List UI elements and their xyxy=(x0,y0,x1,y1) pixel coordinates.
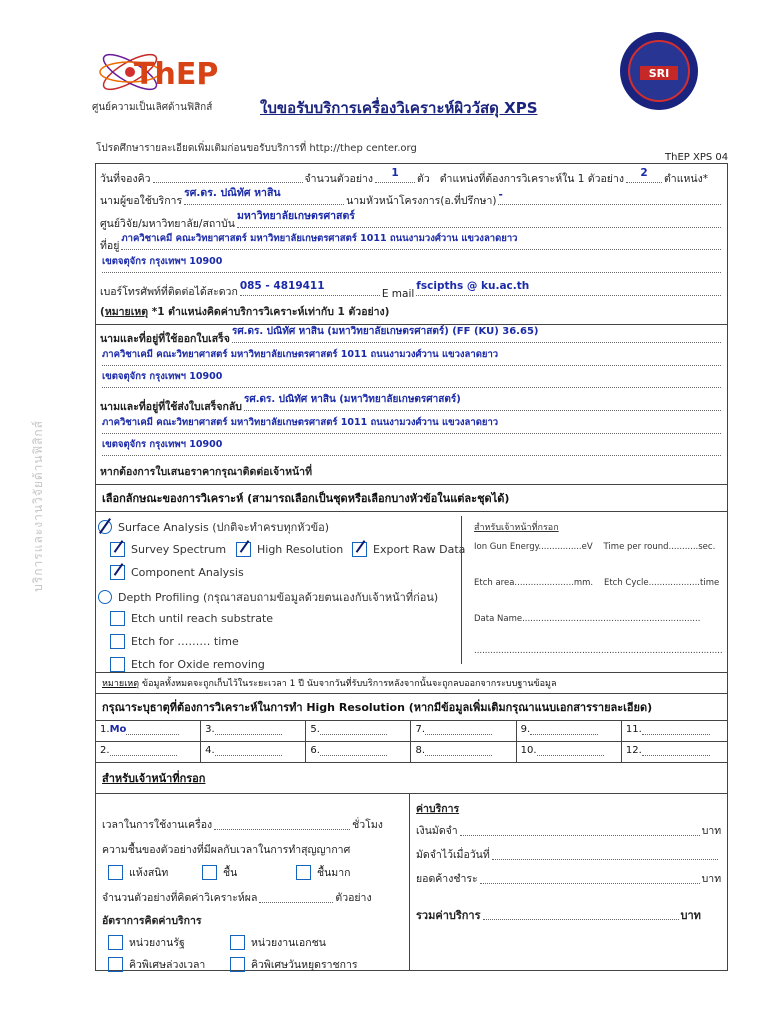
hours-unit: ชั่วโมง xyxy=(352,819,383,832)
cell-number: 3 xyxy=(205,724,212,736)
cell-number: 4 xyxy=(205,745,212,757)
user-row xyxy=(96,187,727,210)
balance-label: ยอดค้างชำระ xyxy=(416,873,478,886)
etch-oxide-label: Etch for Oxide removing xyxy=(131,658,265,672)
send-row-2 xyxy=(96,415,727,438)
data-name-row: Data Name.................................................................. xyxy=(474,614,701,625)
elements-section xyxy=(96,694,727,763)
element-cell-10[interactable]: 10. xyxy=(517,741,622,762)
etch-cycle-label: Etch Cycle xyxy=(603,578,649,589)
staff-only-heading: สำหรับเจ้าหน้าที่กรอก xyxy=(96,763,727,794)
export-checkbox[interactable] xyxy=(352,542,367,557)
receipt-name-value[interactable]: รศ.ดร. ปณิทัศ หาสิน (มหาวิทยาลัยเกษตรศาสตร์) (FF (KU) 36.65) xyxy=(231,326,539,338)
balance-row xyxy=(416,870,721,887)
send-name-value[interactable]: รศ.ดร. ปณิทัศ หาสิน (มหาวิทยาลัยเกษตรศาสตร์) xyxy=(243,393,461,405)
private-option[interactable] xyxy=(230,934,326,951)
wet-option[interactable] xyxy=(202,864,237,881)
booking-date-label: วันที่จองคิว xyxy=(100,172,151,185)
deposit-label: เงินมัดจำ xyxy=(416,825,458,838)
retention-notice xyxy=(96,673,727,694)
very-wet-option[interactable] xyxy=(296,864,350,881)
total-field[interactable] xyxy=(483,910,679,920)
send-row-3 xyxy=(96,438,727,461)
etch-substrate-option[interactable] xyxy=(110,611,273,626)
export-option[interactable] xyxy=(352,542,465,557)
side-watermark-text: บริการและงานวิจัยด้านฟิสิกส์ xyxy=(31,420,45,592)
dry-option[interactable] xyxy=(108,864,168,881)
total-row xyxy=(416,906,701,924)
depth-label: Depth Profiling (กรุณาสอบถามข้อมูลด้วยตนเองกับเจ้าหน้าที่ก่อน) xyxy=(118,591,439,605)
address-label: ที่อยู่ xyxy=(100,240,120,253)
analysis-heading: เลือกลักษณะของการวิเคราะห์ (สามารถเลือกเป็นชุดหรือเลือกบางหัวข้อในแต่ละชุดได้) xyxy=(96,485,727,512)
element-cell-11[interactable]: 11. xyxy=(622,720,727,741)
usage-time-field[interactable] xyxy=(214,820,350,830)
element-cell-3[interactable]: 3. xyxy=(201,720,306,741)
etch-for-checkbox[interactable] xyxy=(110,634,125,649)
phone-label: เบอร์โทรศัพท์ที่ติดต่อได้สะดวก xyxy=(100,285,238,298)
booking-date-field[interactable] xyxy=(153,182,303,183)
fees-heading: ค่าบริการ xyxy=(416,803,460,816)
sample-unit: ตัว xyxy=(417,172,430,185)
etch-for-option[interactable] xyxy=(110,634,239,649)
etch-oxide-checkbox[interactable] xyxy=(110,657,125,672)
time-unit: time xyxy=(700,578,720,589)
sec-unit: sec. xyxy=(698,542,716,553)
send-row xyxy=(96,392,727,415)
gov-label: หน่วยงานรัฐ xyxy=(129,937,185,950)
thep-logo xyxy=(92,32,222,102)
etch-for-label: Etch for ……… time xyxy=(131,635,239,649)
address-row xyxy=(96,232,727,255)
receipt-label: นามและที่อยู่ที่ใช้ออกใบเสร็จ xyxy=(100,333,230,346)
phone-value[interactable]: 085 - 4819411 xyxy=(239,279,325,292)
applicant-note-label: หมายเหตุ xyxy=(104,305,149,318)
element-cell-12[interactable]: 12. xyxy=(622,741,727,762)
component-label: Component Analysis xyxy=(131,566,244,580)
ion-gun-row: Ion Gun Energy................eV Time per round...........sec. xyxy=(474,542,716,553)
cell-number: 6 xyxy=(310,745,317,757)
retention-text: ข้อมูลทั้งหมดจะถูกเก็บไว้ในระยะเวลา 1 ปี นับจากวันที่รับบริการหลังจากนั้นจะถูกลบออกจากระบบฐานข้อมูล xyxy=(141,679,557,690)
gov-checkbox[interactable] xyxy=(108,935,123,950)
wet-checkbox[interactable] xyxy=(202,865,217,880)
component-checkbox[interactable] xyxy=(110,565,125,580)
survey-label: Survey Spectrum xyxy=(131,543,227,557)
logo-subtitle: ศูนย์ความเป็นเลิศด้านฟิสิกส์ xyxy=(92,102,213,113)
survey-checkbox[interactable] xyxy=(110,542,125,557)
institute-seal xyxy=(618,30,700,112)
booking-row xyxy=(96,164,727,187)
dry-label: แห้งสนิท xyxy=(129,867,169,880)
dry-checkbox[interactable] xyxy=(108,865,123,880)
receipt-line2-value[interactable]: ภาควิชาเคมี คณะวิทยาศาสตร์ มหาวิทยาลัยเกษตรศาสตร์ 1011 ถนนงามวงศ์วาน แขวงลาดยาว xyxy=(102,348,499,360)
element-cell-4[interactable]: 4. xyxy=(201,741,306,762)
deposit-baht: บาท xyxy=(701,825,722,838)
cell-number: 8 xyxy=(415,745,422,757)
applicant-note-row: (หมายเหตุ *1 ตำแหน่งคิดค่าบริการวิเคราะห์เท่ากับ 1 ตัวอย่าง) xyxy=(100,305,390,318)
send-line2-value[interactable]: ภาควิชาเคมี คณะวิทยาศาสตร์ มหาวิทยาลัยเกษตรศาสตร์ 1011 ถนนงามวงศ์วาน แขวงลาดยาว xyxy=(102,416,499,428)
etch-oxide-option[interactable] xyxy=(110,657,265,672)
side-watermark xyxy=(28,420,60,620)
surface-label: Surface Analysis (ปกติจะทำครบทุกหัวข้อ) xyxy=(118,521,330,535)
element-cell-8[interactable]: 8. xyxy=(411,741,516,762)
institute-label: ศูนย์วิจัย/มหาวิทยาลัย/สถาบัน xyxy=(100,217,235,230)
gov-option[interactable] xyxy=(108,934,185,951)
element-cell-2[interactable]: 2. xyxy=(96,741,201,762)
institute-row xyxy=(96,209,727,232)
staff-usage-panel xyxy=(96,794,410,970)
send-line3-value[interactable]: เขตจตุจักร กรุงเทพฯ 10900 xyxy=(102,439,223,451)
etch-area-row: Etch area......................mm. Etch Cycle...................time xyxy=(474,578,720,589)
staff-box xyxy=(461,516,727,664)
user-label: นามผู้ขอใช้บริการ xyxy=(100,195,183,208)
overtime-option[interactable] xyxy=(108,956,205,973)
usage-time-label: เวลาในการใช้งานเครื่อง xyxy=(102,819,213,832)
seal-text: SRI xyxy=(648,67,670,80)
component-option[interactable] xyxy=(110,565,244,580)
time-round-label: Time per round xyxy=(603,542,669,553)
deposit-date-row xyxy=(416,846,720,863)
holiday-label: คิวพิเศษวันหยุดราชการ xyxy=(251,959,358,972)
user-name-value[interactable]: รศ.ดร. ปณิทัศ หาสิน xyxy=(184,187,281,200)
survey-option[interactable] xyxy=(110,542,226,557)
positions-value[interactable]: 2 xyxy=(640,166,648,179)
cell-number: 1 xyxy=(100,724,107,736)
receipt-row xyxy=(96,325,727,348)
high-res-label: High Resolution xyxy=(257,543,344,557)
receipt-row-2 xyxy=(96,347,727,370)
usage-time-row xyxy=(102,816,383,833)
staff-box-heading: สำหรับเจ้าหน้าที่กรอก xyxy=(474,523,559,534)
depth-radio[interactable] xyxy=(98,590,112,604)
ion-energy-label: Ion Gun Energy xyxy=(474,542,539,553)
quote-note: หากต้องการใบเสนอราคากรุณาติดต่อเจ้าหน้าที่ xyxy=(100,466,312,479)
address-line2-value[interactable]: เขตจตุจักร กรุงเทพฯ 10900 xyxy=(102,255,223,267)
form-code: ThEP XPS 04 xyxy=(665,152,729,163)
elements-heading: กรุณาระบุธาตุที่ต้องการวิเคราะห์ในการทำ High Resolution (หากมีข้อมูลเพิ่มเติมกรุณาแนบเอกสารรายละเอียด) xyxy=(102,701,653,715)
cell-number: 2 xyxy=(100,745,107,757)
total-label: รวมค่าบริการ xyxy=(416,909,481,923)
export-label: Export Raw Data xyxy=(373,543,466,557)
pi-value[interactable]: - xyxy=(498,189,503,202)
cell-number: 7 xyxy=(415,724,422,736)
wet-label: ชื้น xyxy=(223,867,238,880)
address-row-2 xyxy=(96,254,727,277)
data-name-label: Data Name xyxy=(474,614,523,625)
deposit-date-field[interactable] xyxy=(492,850,718,860)
staff-blank-line: ............................................................................................ xyxy=(474,646,723,657)
cell-number: 10 xyxy=(520,745,534,757)
deposit-field[interactable] xyxy=(460,826,700,836)
info-note: โปรดศึกษารายละเอียดเพิ่มเติมก่อนขอรับบริการที่ http://thep center.org xyxy=(96,143,417,154)
logo-wordmark: ThEP xyxy=(134,57,219,92)
institute-value[interactable]: มหาวิทยาลัยเกษตรศาสตร์ xyxy=(236,209,355,222)
surface-option[interactable] xyxy=(98,518,329,536)
overtime-checkbox[interactable] xyxy=(108,957,123,972)
address-line1-value[interactable]: ภาควิชาเคมี คณะวิทยาศาสตร์ มหาวิทยาลัยเกษตรศาสตร์ 1011 ถนนงามวงศ์วาน แขวงลาดยาว xyxy=(121,233,518,245)
holiday-option[interactable] xyxy=(230,956,358,973)
cell-number: 12 xyxy=(625,745,639,757)
pi-label: นามหัวหน้าโครงการ(อ.ที่ปรึกษา) xyxy=(346,195,497,208)
cell-number: 5 xyxy=(310,724,317,736)
balance-baht: บาท xyxy=(701,873,722,886)
staff-only-section xyxy=(96,794,727,970)
deposit-date-label: มัดจำไว้เมื่อวันที่ xyxy=(416,849,490,862)
rate-heading: อัตราการคิดค่าบริการ xyxy=(102,915,202,928)
email-label: E mail xyxy=(381,287,415,300)
high-res-option[interactable] xyxy=(236,542,343,557)
form-frame xyxy=(95,163,728,971)
ev-unit: eV xyxy=(581,542,593,553)
cell-number: 11 xyxy=(625,724,639,736)
retention-label: หมายเหตุ xyxy=(102,679,140,690)
etch-substrate-checkbox[interactable] xyxy=(110,611,125,626)
element-cell-6[interactable]: 6. xyxy=(306,741,411,762)
holiday-checkbox[interactable] xyxy=(230,957,245,972)
applicant-note-text: *1 ตำแหน่งคิดค่าบริการวิเคราะห์เท่ากับ 1 ตัวอย่าง) xyxy=(151,305,390,318)
positions-unit: ตำแหน่ง* xyxy=(663,172,708,185)
invoice-section xyxy=(96,325,727,486)
charged-samples-row xyxy=(102,889,372,906)
email-value[interactable]: fscipths @ ku.ac.th xyxy=(416,279,530,292)
element-cell-9[interactable]: 9. xyxy=(517,720,622,741)
element-cell-7[interactable]: 7. xyxy=(411,720,516,741)
elements-grid xyxy=(96,720,727,762)
cell-number: 9 xyxy=(520,724,528,736)
analysis-options xyxy=(96,512,466,672)
high-res-checkbox[interactable] xyxy=(236,542,251,557)
total-baht: บาท xyxy=(680,909,701,923)
analysis-section xyxy=(96,485,727,673)
deposit-row xyxy=(416,822,721,839)
moisture-label: ความชื้นของตัวอย่างที่มีผลกับเวลาในการทำสุญญากาศ xyxy=(102,844,351,857)
quote-row xyxy=(96,460,727,484)
element-value-1[interactable]: Mo xyxy=(109,724,127,736)
very-wet-label: ชื้นมาก xyxy=(317,867,351,880)
element-cell-1[interactable]: 1.Mo xyxy=(96,720,201,741)
charged-samples-label: จำนวนตัวอย่างที่คิดค่าวิเคราะห์ผล xyxy=(102,892,258,905)
sample-count-label: จำนวนตัวอย่าง xyxy=(304,172,374,185)
private-checkbox[interactable] xyxy=(230,935,245,950)
element-cell-5[interactable]: 5. xyxy=(306,720,411,741)
applicant-section xyxy=(96,164,727,325)
overtime-label: คิวพิเศษล่วงเวลา xyxy=(129,959,206,972)
receipt-line3-value[interactable]: เขตจตุจักร กรุงเทพฯ 10900 xyxy=(102,371,223,383)
contact-row xyxy=(96,277,727,300)
mm-unit: mm. xyxy=(573,578,594,589)
sample-count-value[interactable]: 1 xyxy=(391,166,399,179)
etch-substrate-label: Etch until reach substrate xyxy=(131,612,274,626)
form-title: ใบขอรับบริการเครื่องวิเคราะห์ผิววัสดุ XPS xyxy=(260,99,538,117)
samples-unit: ตัวอย่าง xyxy=(335,892,372,905)
receipt-row-3 xyxy=(96,370,727,393)
charged-samples-field[interactable] xyxy=(259,893,333,903)
fees-panel xyxy=(410,794,727,970)
etch-area-label: Etch area xyxy=(474,578,515,589)
send-label: นามและที่อยู่ที่ใช้ส่งใบเสร็จกลับ xyxy=(100,400,242,413)
depth-option[interactable] xyxy=(98,588,438,606)
surface-radio[interactable] xyxy=(98,520,112,534)
positions-label: ตำแหน่งที่ต้องการวิเคราะห์ใน 1 ตัวอย่าง xyxy=(439,172,624,185)
very-wet-checkbox[interactable] xyxy=(296,865,311,880)
balance-field[interactable] xyxy=(480,874,700,884)
private-label: หน่วยงานเอกชน xyxy=(251,937,326,950)
